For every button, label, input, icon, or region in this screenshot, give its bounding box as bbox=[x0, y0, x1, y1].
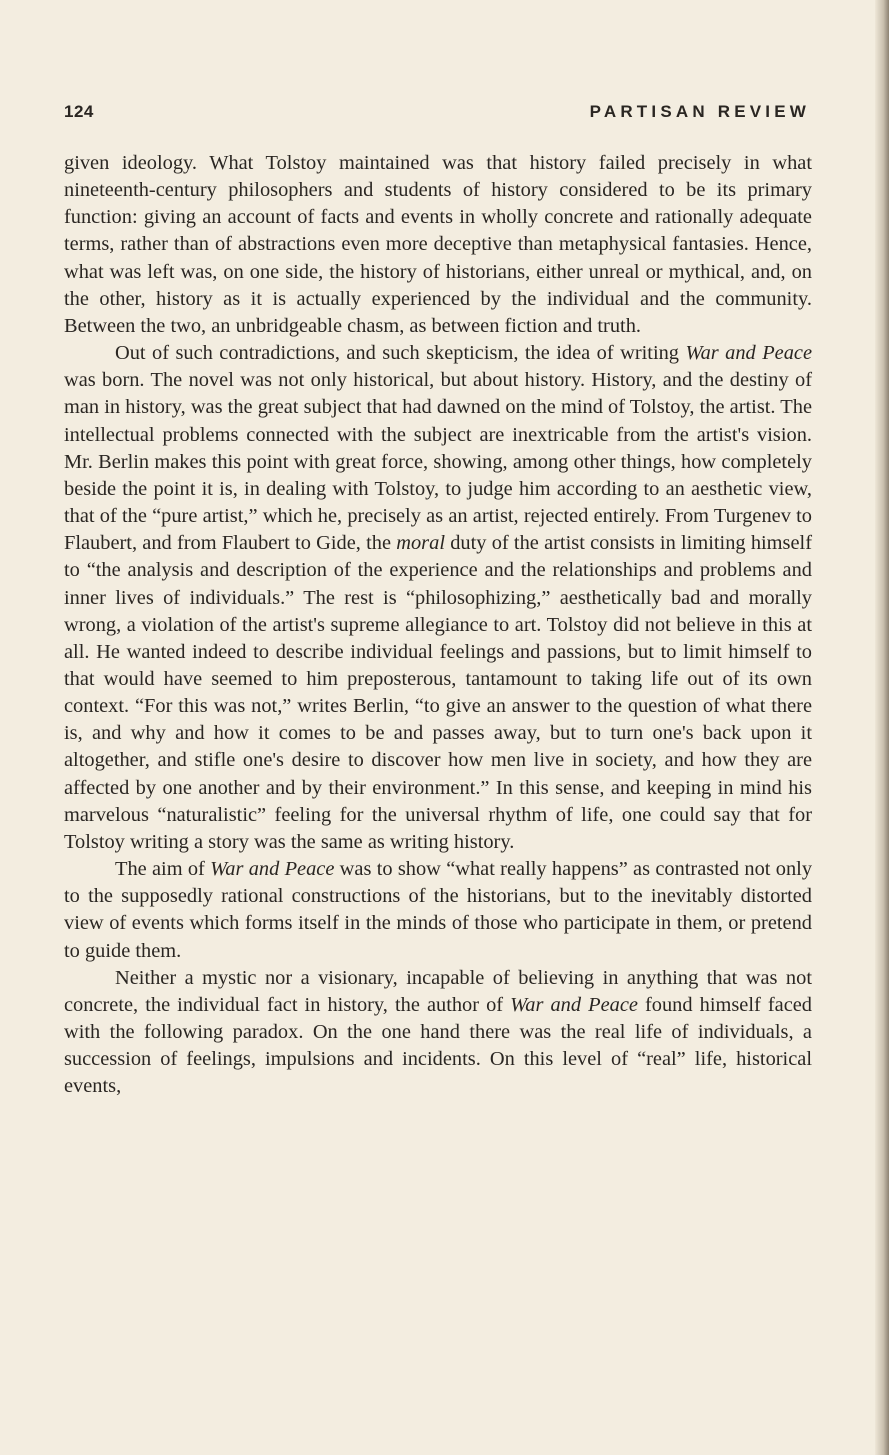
text-run: Neither a mystic nor a visionary, incapable of believing in anything that was not concrete, the individual fact in history, the author of bbox=[64, 966, 812, 1016]
text-run: was to show “what really happens” as contrasted not only to the supposedly rational constructions of the historians, but to the inevitably distorted view of events which forms itself in the minds of those who participate in them, or pretend to guide them. bbox=[64, 858, 813, 962]
book-title: War and Peace bbox=[685, 342, 812, 365]
body-text bbox=[64, 150, 812, 1100]
paragraph bbox=[64, 856, 812, 965]
book-title: War and Peace bbox=[510, 993, 638, 1016]
page-number: 124 bbox=[64, 102, 94, 121]
paragraph bbox=[64, 965, 812, 1101]
paragraph bbox=[64, 150, 812, 340]
text-run: was born. The novel was not only historical, but about history. History, and the destiny of man in history, was the great subject that had dawned on the mind of Tolstoy, the artist. The intellectual problems connected with the subject are inextricable from the artist's vision. Mr. Berlin makes this point with great force, showing, among other things, how completely beside the point it is, in dealing with Tolstoy, to judge him according to an aesthetic view, that of the “pure artist,” which he, precisely as an artist, rejected entirely. From Turgenev to Flaubert, and from Flaubert to Gide, the bbox=[64, 369, 812, 555]
emphasis: moral bbox=[396, 532, 445, 555]
running-head: PARTISAN REVIEW bbox=[589, 102, 810, 121]
page-edge-shadow bbox=[875, 0, 889, 1455]
text-run: The aim of bbox=[115, 858, 211, 881]
text-run: found himself faced with the following paradox. On the one hand there was the real life of individuals, a succession of feelings, impulsions and incidents. On this level of “real” life, historical events, bbox=[64, 993, 812, 1098]
text-run: Out of such contradictions, and such skepticism, the idea of writing bbox=[115, 342, 686, 365]
book-title: War and Peace bbox=[210, 858, 335, 881]
page-header bbox=[64, 102, 810, 126]
text-run: given ideology. What Tolstoy maintained was that history failed precisely in what nineteenth-century philosophers and students of history considered to be its primary function: giving an account of facts and events in wholly concrete and rationally adequate terms, rather than of abstractions even more deceptive than metaphysical fantasies. Hence, what was left was, on one side, the history of historians, either unreal or mythical, and, on the other, history as it is actually experienced by the individual and the community. Between the two, an unbridgeable chasm, as between fiction and truth. bbox=[64, 152, 812, 337]
paragraph bbox=[64, 340, 812, 856]
text-run: duty of the artist consists in limiting himself to “the analysis and description of the experience and the relationships and problems and inner lives of individuals.” The rest is “philosophizing,” aesthetically bad and morally wrong, a violation of the artist's supreme allegiance to art. Tolstoy did not believe in this at all. He wanted indeed to describe individual feelings and passions, but to limit himself to that would have seemed to him preposterous, tantamount to taking life out of its own context. “For this was not,” writes Berlin, “to give an answer to the question of what there is, and why and how it comes to be and passes away, but to turn one's back upon it altogether, and stifle one's desire to discover how men live in society, and how they are affected by one another and by their environment.” In this sense, and keeping in mind his marvelous “naturalistic” feeling for the universal rhythm of life, one could say that for Tolstoy writing a story was the same as writing history. bbox=[64, 532, 812, 853]
